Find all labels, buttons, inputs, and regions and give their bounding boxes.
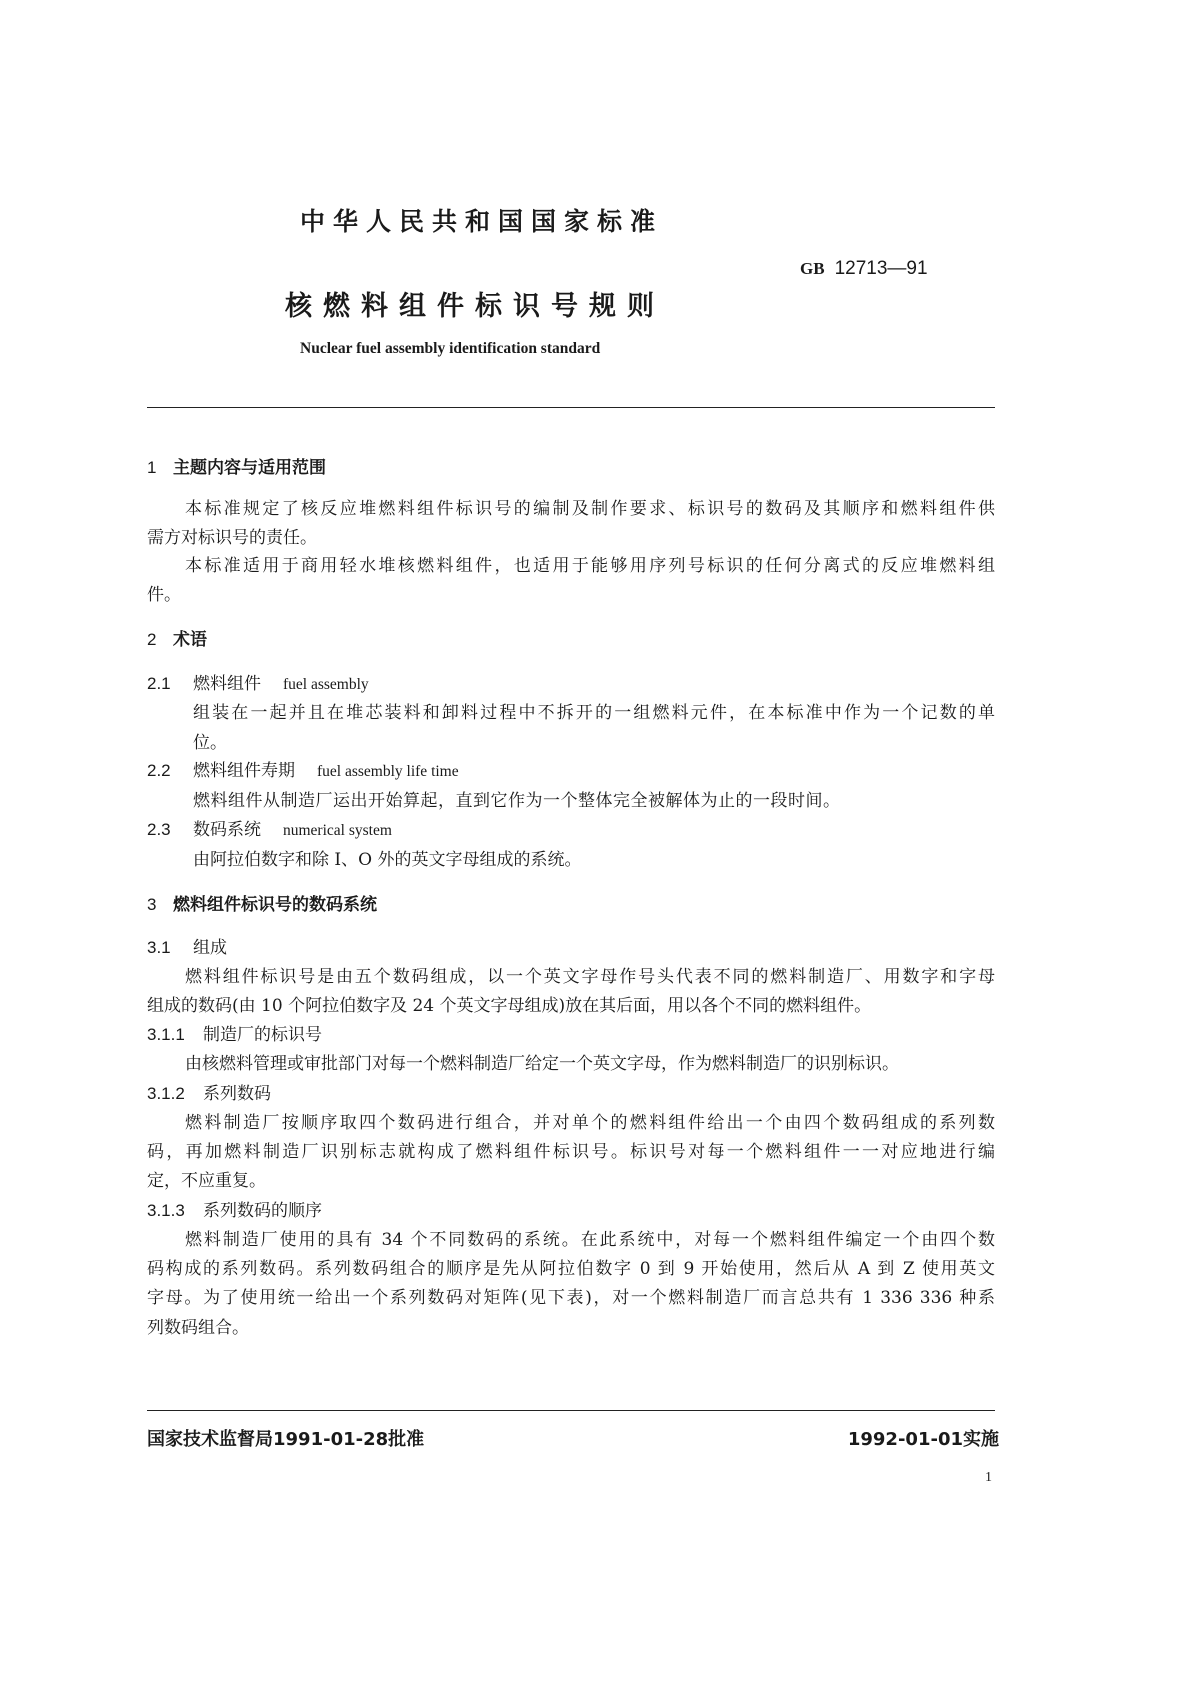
clause-2-1 — [147, 669, 369, 694]
clause-number: 3.1 — [147, 938, 171, 957]
paragraph-line: 本标准适用于商用轻水堆核燃料组件，也适用于能够用序列号标识的任何分离式的反应堆燃料组 — [185, 556, 995, 575]
section-1-heading — [147, 453, 326, 478]
section-number: 2 — [147, 630, 157, 649]
clause-title: 系列数码 — [203, 1084, 271, 1104]
clause-2-2 — [147, 756, 459, 781]
clause-number: 3.1.2 — [147, 1084, 185, 1103]
clause-title: 组成 — [193, 938, 227, 958]
paragraph-line: 燃料制造厂按顺序取四个数码进行组合，并对单个的燃料组件给出一个由四个数码组成的系列数 — [185, 1113, 995, 1132]
paragraph-line: 由核燃料管理或审批部门对每一个燃料制造厂给定一个英文字母，作为燃料制造厂的识别标识。 — [185, 1054, 899, 1074]
paragraph-line: 组装在一起并且在堆芯装料和卸料过程中不拆开的一组燃料元件，在本标准中作为一个记数的单 — [193, 703, 995, 722]
paragraph-line: 燃料组件标识号是由五个数码组成，以一个英文字母作号头代表不同的燃料制造厂、用数字和字母 — [185, 967, 995, 986]
paragraph-line: 燃料制造厂使用的具有 34 个不同数码的系统。在此系统中，对每一个燃料组件编定一个由四个数 — [185, 1230, 995, 1249]
approval-date: 国家技术监督局1991-01-28批准 — [147, 1429, 425, 1450]
paragraph-line: 列数码组合。 — [147, 1318, 249, 1338]
code-prefix: GB — [800, 259, 825, 278]
paragraph-line: 码构成的系列数码。系列数码组合的顺序是先从阿拉伯数字 0 到 9 开始使用，然后从 A 到 Z 使用英文 — [147, 1259, 995, 1278]
clause-number: 3.1.3 — [147, 1201, 185, 1220]
footer-divider — [147, 1410, 995, 1411]
clause-2-3 — [147, 815, 392, 840]
clause-number: 2.1 — [147, 674, 171, 693]
clause-title-english: numerical system — [283, 822, 392, 839]
section-title: 燃料组件标识号的数码系统 — [173, 895, 377, 915]
paragraph-line: 位。 — [193, 733, 227, 753]
clause-number: 3.1.1 — [147, 1025, 185, 1044]
paragraph-line: 组成的数码(由 10 个阿拉伯数字及 24 个英文字母组成)放在其后面，用以各个不同的燃料组件。 — [147, 996, 872, 1016]
clause-title: 制造厂的标识号 — [203, 1025, 322, 1045]
clause-3-1-1 — [147, 1020, 322, 1045]
section-number: 3 — [147, 895, 157, 914]
clause-3-1-3 — [147, 1196, 322, 1221]
document-title: 核燃料组件标识号规则 — [285, 291, 665, 322]
section-3-heading — [147, 890, 377, 915]
paragraph-line: 燃料组件从制造厂运出开始算起，直到它作为一个整体完全被解体为止的一段时间。 — [193, 791, 841, 811]
clause-title: 燃料组件 — [193, 674, 261, 694]
clause-3-1 — [147, 933, 227, 958]
clause-number: 2.3 — [147, 820, 171, 839]
clause-title-english: fuel assembly — [283, 676, 369, 693]
clause-title-english: fuel assembly life time — [317, 763, 459, 780]
section-title: 主题内容与适用范围 — [173, 458, 326, 478]
paragraph-line: 需方对标识号的责任。 — [147, 528, 317, 548]
standard-code — [800, 258, 928, 280]
clause-3-1-2 — [147, 1079, 271, 1104]
section-title: 术语 — [173, 630, 207, 650]
page-number: 1 — [985, 1470, 992, 1485]
document-title-english: Nuclear fuel assembly identification standard — [300, 340, 601, 357]
clause-title: 数码系统 — [193, 820, 261, 840]
paragraph-line: 本标准规定了核反应堆燃料组件标识号的编制及制作要求、标识号的数码及其顺序和燃料组件供 — [185, 499, 995, 518]
clause-number: 2.2 — [147, 761, 171, 780]
paragraph-line: 码，再加燃料制造厂识别标志就构成了燃料组件标识号。标识号对每一个燃料组件一一对应地进行编 — [147, 1142, 995, 1161]
national-standard-heading: 中华人民共和国国家标准 — [300, 207, 664, 236]
paragraph-line: 由阿拉伯数字和除 I、O 外的英文字母组成的系统。 — [193, 850, 582, 870]
header-divider — [147, 407, 995, 408]
clause-title: 燃料组件寿期 — [193, 761, 295, 781]
code-number: 12713—91 — [834, 258, 928, 279]
section-number: 1 — [147, 458, 157, 477]
paragraph-line: 字母。为了使用统一给出一个系列数码对矩阵(见下表)，对一个燃料制造厂而言总共有 1 336 336 种系 — [147, 1288, 995, 1307]
effective-date: 1992-01-01实施 — [847, 1429, 999, 1450]
paragraph-line: 定，不应重复。 — [147, 1171, 266, 1191]
paragraph-line: 件。 — [147, 585, 181, 605]
section-2-heading — [147, 625, 207, 650]
clause-title: 系列数码的顺序 — [203, 1201, 322, 1221]
